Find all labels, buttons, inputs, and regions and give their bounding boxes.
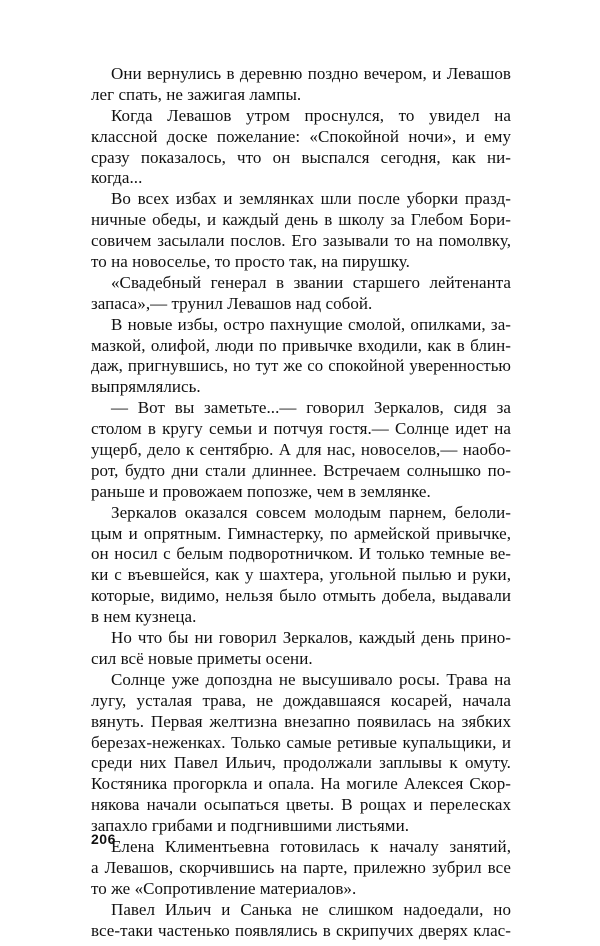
- text-line: ничные обеды, и каждый день в школу за Глебом Бори-: [91, 210, 511, 230]
- text-line: классной доске пожелание: «Спокойной ночи», и ему: [91, 126, 511, 146]
- text-line: Костяника прогоркла и опала. На могиле Алексея Скор-: [91, 774, 511, 794]
- text-line: а Левашов, скорчившись на парте, прилежно зубрил все: [91, 857, 511, 877]
- text-line: Солнце уже допоздна не высушивало росы. Трава на: [111, 669, 511, 689]
- text-line: — Вот вы заметьте...— говорил Зеркалов, сидя за: [111, 398, 511, 418]
- text-line: мазкой, олифой, люди по привычке входили, как в блин-: [91, 335, 511, 355]
- text-line: Но что бы ни говорил Зеркалов, каждый день прино-: [111, 628, 511, 648]
- text-line: Они вернулись в деревню поздно вечером, и Левашов: [111, 64, 511, 83]
- text-line: сил всё новые приметы осени.: [91, 648, 313, 668]
- text-line: лег спать, не зажигая лампы.: [91, 84, 302, 104]
- text-line: Елена Климентьевна готовилась к началу занятий,: [111, 836, 511, 856]
- text-line: выпрямлялись.: [91, 377, 201, 397]
- text-line: сразу показалось, что он выспался сегодня, как ни-: [91, 147, 511, 167]
- text-line: В новые избы, остро пахнущие смолой, опилками, за-: [111, 314, 511, 334]
- text-line: ущерб, дело к сентябрю. А для нас, новоселов,— наобо-: [91, 440, 511, 460]
- text-line: Зеркалов оказался совсем молодым парнем, белоли-: [111, 502, 511, 522]
- text-line: то на новоселье, то просто так, на пирушку.: [91, 252, 410, 272]
- text-line: рот, будто дни стали длиннее. Встречаем солнышко по-: [91, 460, 511, 480]
- text-line: даж, пригнувшись, но тут же со спокойной уверенностью: [91, 356, 511, 376]
- text-line: все-таки частенько появлялись в скрипучих дверях клас-: [91, 920, 511, 940]
- text-line: среди них Павел Ильич, продолжали заплывы к омуту.: [91, 753, 511, 773]
- text-line: в нем кузнеца.: [91, 607, 197, 627]
- body-text: [91, 64, 511, 941]
- text-line: столом в кругу семьи и потчуя гостя.— Солнце идет на: [91, 419, 511, 439]
- text-line: Павел Ильич и Санька не слишком надоедали, но: [111, 899, 511, 919]
- text-line: вянуть. Первая желтизна внезапно появилась на зябких: [91, 711, 511, 731]
- text-line: Во всех избах и землянках шли после уборки празд-: [111, 189, 511, 209]
- text-line: совичем засылали послов. Его зазывали то на помолвку,: [91, 231, 511, 251]
- text-line: раньше и провожаем попозже, чем в землянке.: [91, 481, 431, 501]
- text-line: которые, видимо, нельзя было отмыть добела, выдавали: [91, 586, 511, 606]
- text-line: он носил с белым подворотничком. И только темные ве-: [91, 544, 511, 564]
- text-line: запаса»,— трунил Левашов над собой.: [91, 293, 373, 313]
- text-line: то же «Сопротивление материалов».: [91, 878, 357, 898]
- text-line: цым и опрятным. Гимнастерку, по армейской привычке,: [91, 523, 511, 543]
- text-line: березах-неженках. Только самые ретивые купальщики, и: [91, 732, 511, 752]
- text-line: запахло грибами и подгнившими листьями.: [91, 816, 410, 836]
- text-line: «Свадебный генерал в звании старшего лейтенанта: [111, 272, 511, 292]
- page-number: 206: [91, 831, 116, 847]
- text-line: Когда Левашов утром проснулся, то увидел на: [111, 105, 511, 125]
- text-line: някова начали осыпаться цветы. В рощах и перелесках: [91, 795, 511, 815]
- text-line: ки с въевшейся, как у шахтера, угольной пылью и руки,: [91, 565, 511, 585]
- text-line: когда...: [91, 168, 143, 188]
- text-line: лугу, усталая трава, не дождавшаяся косарей, начала: [91, 690, 511, 710]
